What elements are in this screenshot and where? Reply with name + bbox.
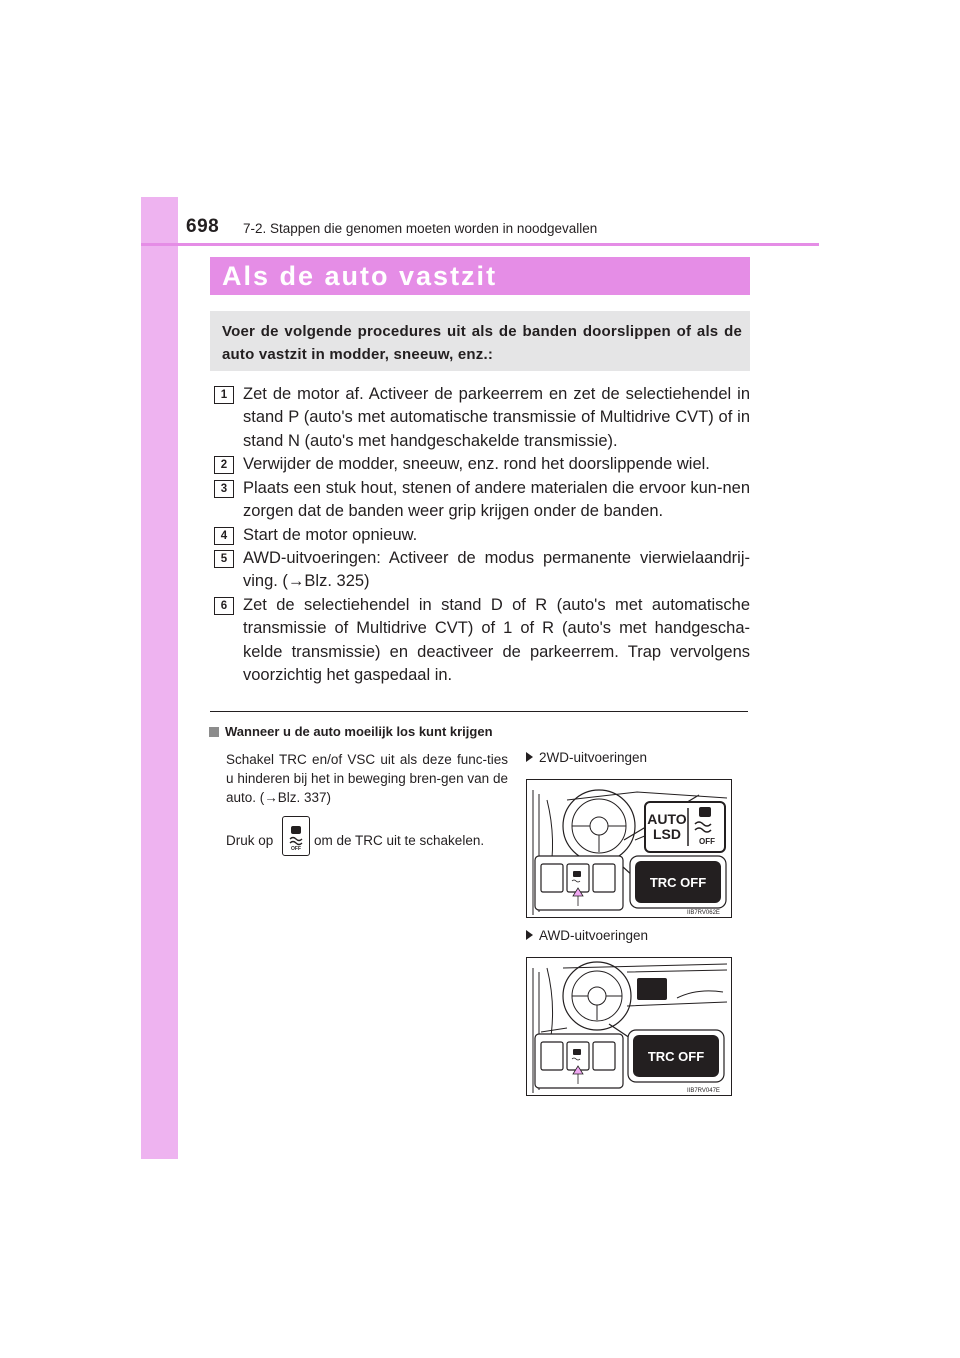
step-number: 4	[214, 527, 234, 545]
step-number: 6	[214, 597, 234, 615]
step-number: 1	[214, 386, 234, 404]
step-text: Start de motor opnieuw.	[243, 526, 418, 544]
square-bullet-icon	[209, 727, 219, 737]
step-text: Zet de selectiehendel in stand D of R (auto's met automatische transmissie of Multidrive CVT) of 1 of R (auto's met handgescha-kelde transmissie) en deactiveer de parkeerrem. Trap vervolgens voorzichtig het gaspedaal in.	[243, 596, 750, 684]
press-before-text: Druk op	[226, 833, 274, 848]
step-4	[214, 524, 750, 547]
trc-off-callout	[628, 1030, 724, 1082]
step-5	[214, 547, 750, 594]
off-label: OFF	[699, 837, 715, 846]
step-3	[214, 477, 750, 524]
trc-off-label: TRC OFF	[647, 1049, 705, 1064]
figure-code: IIB7RV047E	[687, 1088, 720, 1094]
trc-off-label: TRC OFF	[649, 875, 707, 890]
trc-off-callout	[630, 856, 726, 908]
chapter-sidebar-tab	[141, 197, 178, 1159]
intro-box	[210, 311, 750, 371]
trc-note: Schakel TRC en/of VSC uit als deze func-ties u hinderen bij het in beweging bren-gen van de auto. (→Blz. 337)	[226, 752, 508, 805]
step-2	[214, 453, 750, 476]
step-6	[214, 594, 750, 687]
svg-text:OFF: OFF	[291, 846, 301, 852]
section-title-bar	[210, 257, 750, 295]
variant-label-text: AWD-uitvoeringen	[539, 928, 649, 943]
switch-cluster	[535, 1034, 623, 1088]
step-number: 3	[214, 480, 234, 498]
figure-code: IIB7RV062E	[687, 910, 720, 916]
step-number: 2	[214, 456, 234, 474]
step-text: Verwijder de modder, sneeuw, enz. rond het doorslippende wiel.	[243, 455, 710, 473]
press-after-text: om de TRC uit te schakelen.	[314, 833, 485, 848]
auto-lsd-label-2: LSD	[653, 826, 681, 842]
step-number: 5	[214, 550, 234, 568]
subsection-heading	[209, 724, 493, 739]
figure-awd-dashboard	[526, 957, 732, 1096]
switch-cluster	[535, 856, 623, 910]
triangle-bullet-icon	[526, 752, 533, 762]
chapter-title: 7-2. Stappen die genomen moeten worden in noodgevallen	[243, 221, 598, 236]
press-instruction	[226, 816, 516, 856]
intro-text: Voer de volgende procedures uit als de banden doorslippen of als de auto vastzit in modder, sneeuw, enz.:	[222, 323, 742, 363]
figure-2wd-dashboard	[526, 779, 732, 918]
section-title: Als de auto vastzit	[222, 261, 498, 291]
step-1	[214, 383, 750, 453]
auto-lsd-switch-panel	[645, 802, 725, 852]
header-rule	[141, 243, 819, 246]
auto-lsd-label-1: AUTO	[647, 811, 687, 827]
section-divider	[210, 711, 748, 712]
trc-off-button-icon	[282, 816, 310, 856]
variant-label-text: 2WD-uitvoeringen	[539, 750, 648, 765]
step-text: AWD-uitvoeringen: Activeer de modus permanente vierwielaandrij-ving. (→Blz. 325)	[243, 549, 750, 591]
step-text: Plaats een stuk hout, stenen of andere materialen die ervoor kun-nen zorgen dat de banden weer grip krijgen onder de banden.	[243, 479, 750, 521]
variant-label-2wd	[526, 750, 647, 765]
page-number: 698	[186, 216, 220, 237]
step-text: Zet de motor af. Activeer de parkeerrem en zet de selectiehendel in stand P (auto's met automatische transmissie of Multidrive CVT) of in stand N (auto's met handgeschakelde transmissie).	[243, 385, 750, 450]
variant-label-awd	[526, 928, 648, 943]
triangle-bullet-icon	[526, 930, 533, 940]
subsection-heading-text: Wanneer u de auto moeilijk los kunt krijgen	[225, 724, 493, 739]
